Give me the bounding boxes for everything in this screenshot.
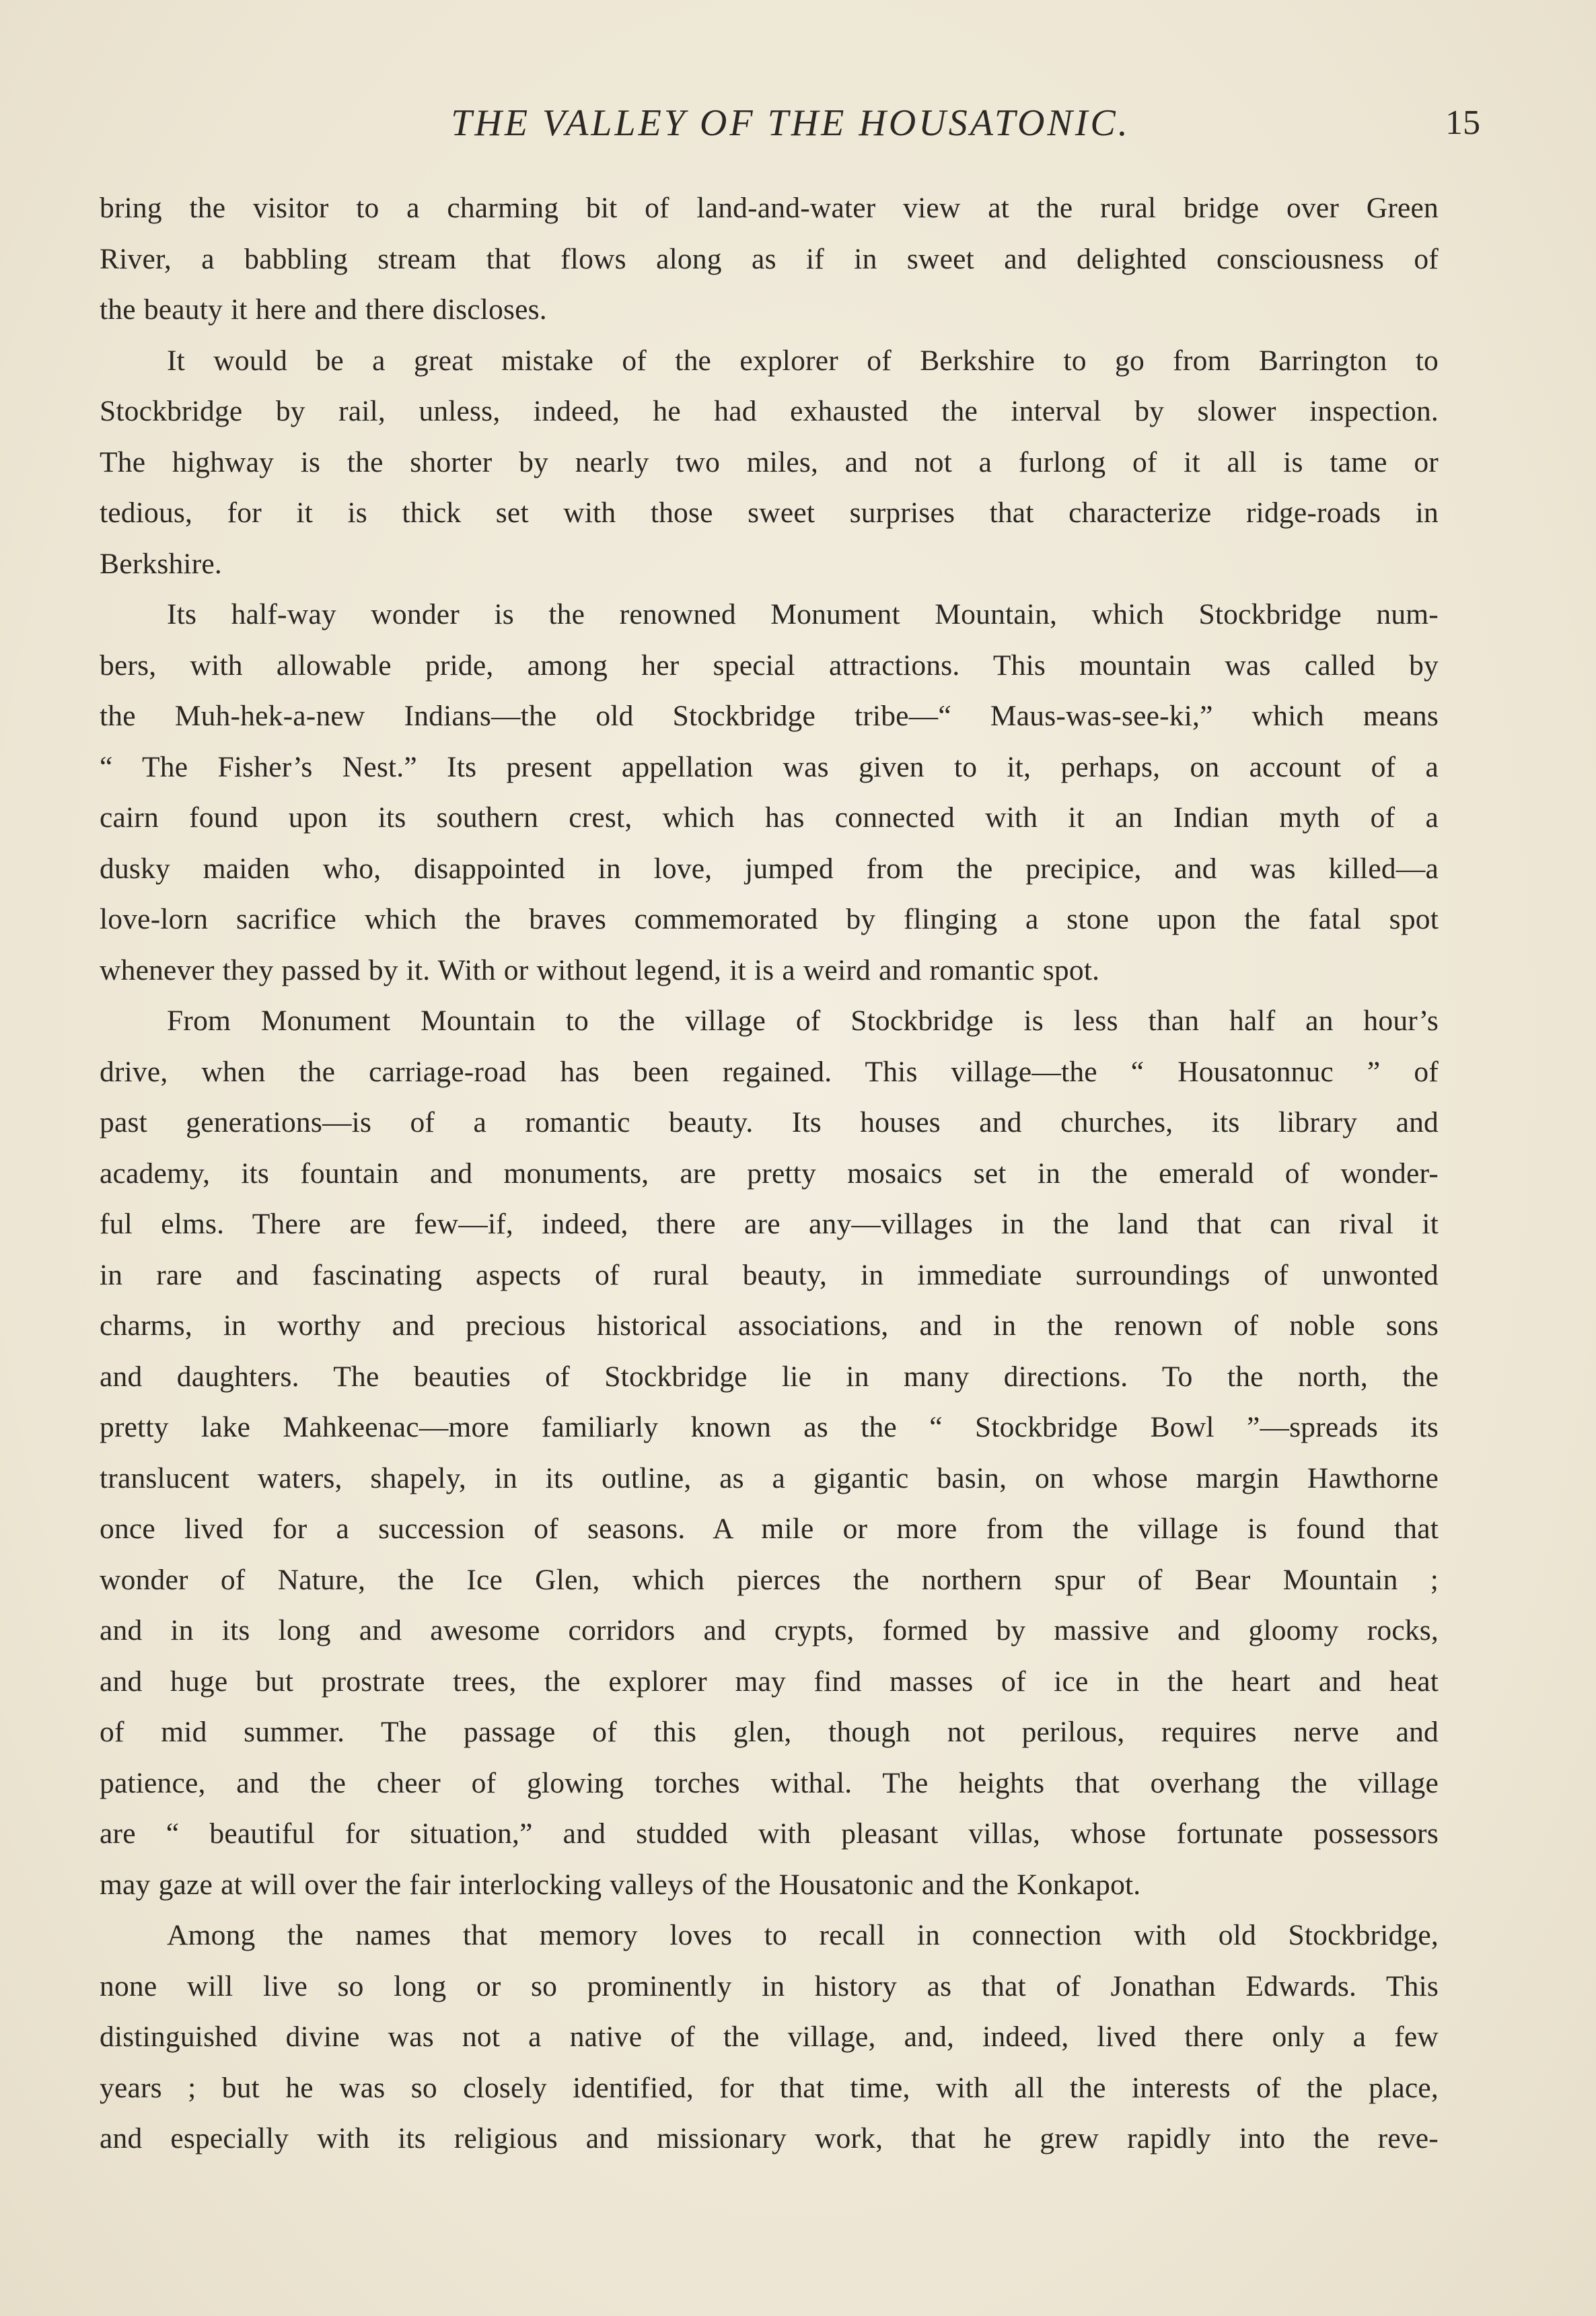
text-line: and huge but prostrate trees, the explorer may find masses of ice in the heart and heat <box>100 1665 1439 1698</box>
text-line: It would be a great mistake of the explorer of Berkshire to go from Barrington to <box>167 344 1439 377</box>
text-line: are “ beautiful for situation,” and studded with pleasant villas, whose fortunate possessors <box>100 1817 1439 1850</box>
text-line: academy, its fountain and monuments, are pretty mosaics set in the emerald of wonder- <box>100 1157 1439 1190</box>
text-line: Its half-way wonder is the renowned Monument Mountain, which Stockbridge num- <box>167 598 1439 630</box>
text-line: ful elms. There are few—if, indeed, there are any—villages in the land that can rival it <box>100 1208 1439 1240</box>
text-line: charms, in worthy and precious historical associations, and in the renown of noble sons <box>100 1309 1439 1342</box>
paragraph-3 <box>100 589 1439 996</box>
running-head <box>101 93 1480 153</box>
text-line: pretty lake Mahkeenac—more familiarly known as the “ Stockbridge Bowl ”—spreads its <box>100 1411 1439 1443</box>
text-line: patience, and the cheer of glowing torches withal. The heights that overhang the village <box>100 1766 1439 1799</box>
text-line: cairn found upon its southern crest, which has connected with it an Indian myth of a <box>100 801 1439 834</box>
text-line: past generations—is of a romantic beauty. Its houses and churches, its library and <box>100 1106 1439 1138</box>
text-line: Among the names that memory loves to recall in connection with old Stockbridge, <box>167 1919 1439 1951</box>
text-line: the beauty it here and there discloses. <box>100 293 547 326</box>
text-line: the Muh-hek-a-new Indians—the old Stockbridge tribe—“ Maus-was-see-ki,” which means <box>100 700 1439 732</box>
body-text <box>100 183 1439 2165</box>
text-line: whenever they passed by it. With or without legend, it is a weird and romantic spot. <box>100 953 1100 986</box>
paragraph-2 <box>100 336 1439 590</box>
text-line: may gaze at will over the fair interlocking valleys of the Housatonic and the Konkapot. <box>100 1868 1141 1901</box>
text-line: tedious, for it is thick set with those sweet surprises that characterize ridge-roads in <box>100 497 1439 529</box>
text-line: love-lorn sacrifice which the braves commemorated by flinging a stone upon the fatal spot <box>100 903 1439 935</box>
text-line: From Monument Mountain to the village of Stockbridge is less than half an hour’s <box>167 1005 1439 1037</box>
text-line: years ; but he was so closely identified, for that time, with all the interests of the place, <box>100 2071 1439 2104</box>
text-line: bers, with allowable pride, among her special attractions. This mountain was called by <box>100 649 1439 682</box>
text-line: The highway is the shorter by nearly two miles, and not a furlong of it all is tame or <box>100 445 1439 478</box>
text-line: of mid summer. The passage of this glen, though not perilous, requires nerve and <box>100 1716 1439 1748</box>
text-line: and in its long and awesome corridors and crypts, formed by massive and gloomy rocks, <box>100 1614 1439 1646</box>
text-line: none will live so long or so prominently in history as that of Jonathan Edwards. This <box>100 1969 1439 2002</box>
text-line: “ The Fisher’s Nest.” Its present appellation was given to it, perhaps, on account of a <box>100 750 1439 783</box>
text-line: wonder of Nature, the Ice Glen, which pierces the northern spur of Bear Mountain ; <box>100 1563 1439 1596</box>
running-title: THE VALLEY OF THE HOUSATONIC. <box>451 102 1130 144</box>
paragraph-5 <box>100 1910 1439 2165</box>
paragraph-4 <box>100 996 1439 1910</box>
text-line: Stockbridge by rail, unless, indeed, he had exhausted the interval by slower inspection. <box>100 395 1439 427</box>
text-line: translucent waters, shapely, in its outline, as a gigantic basin, on whose margin Hawthorne <box>100 1461 1439 1494</box>
text-line: dusky maiden who, disappointed in love, jumped from the precipice, and was killed—a <box>100 852 1439 885</box>
text-line: Berkshire. <box>100 547 222 580</box>
text-line: River, a babbling stream that flows along as if in sweet and delighted consciousness of <box>100 242 1439 275</box>
text-line: in rare and fascinating aspects of rural beauty, in immediate surroundings of unwonted <box>100 1258 1439 1291</box>
page-number: 15 <box>1445 104 1480 142</box>
paragraph-1 <box>100 183 1439 336</box>
text-line: once lived for a succession of seasons. A mile or more from the village is found that <box>100 1513 1439 1545</box>
text-line: and especially with its religious and missionary work, that he grew rapidly into the reve- <box>100 2122 1439 2155</box>
text-line: bring the visitor to a charming bit of land-and-water view at the rural bridge over Green <box>100 192 1439 224</box>
text-line: and daughters. The beauties of Stockbridge lie in many directions. To the north, the <box>100 1360 1439 1393</box>
text-line: drive, when the carriage-road has been regained. This village—the “ Housatonnuc ” of <box>100 1055 1439 1088</box>
text-line: distinguished divine was not a native of the village, and, indeed, lived there only a few <box>100 2021 1439 2053</box>
